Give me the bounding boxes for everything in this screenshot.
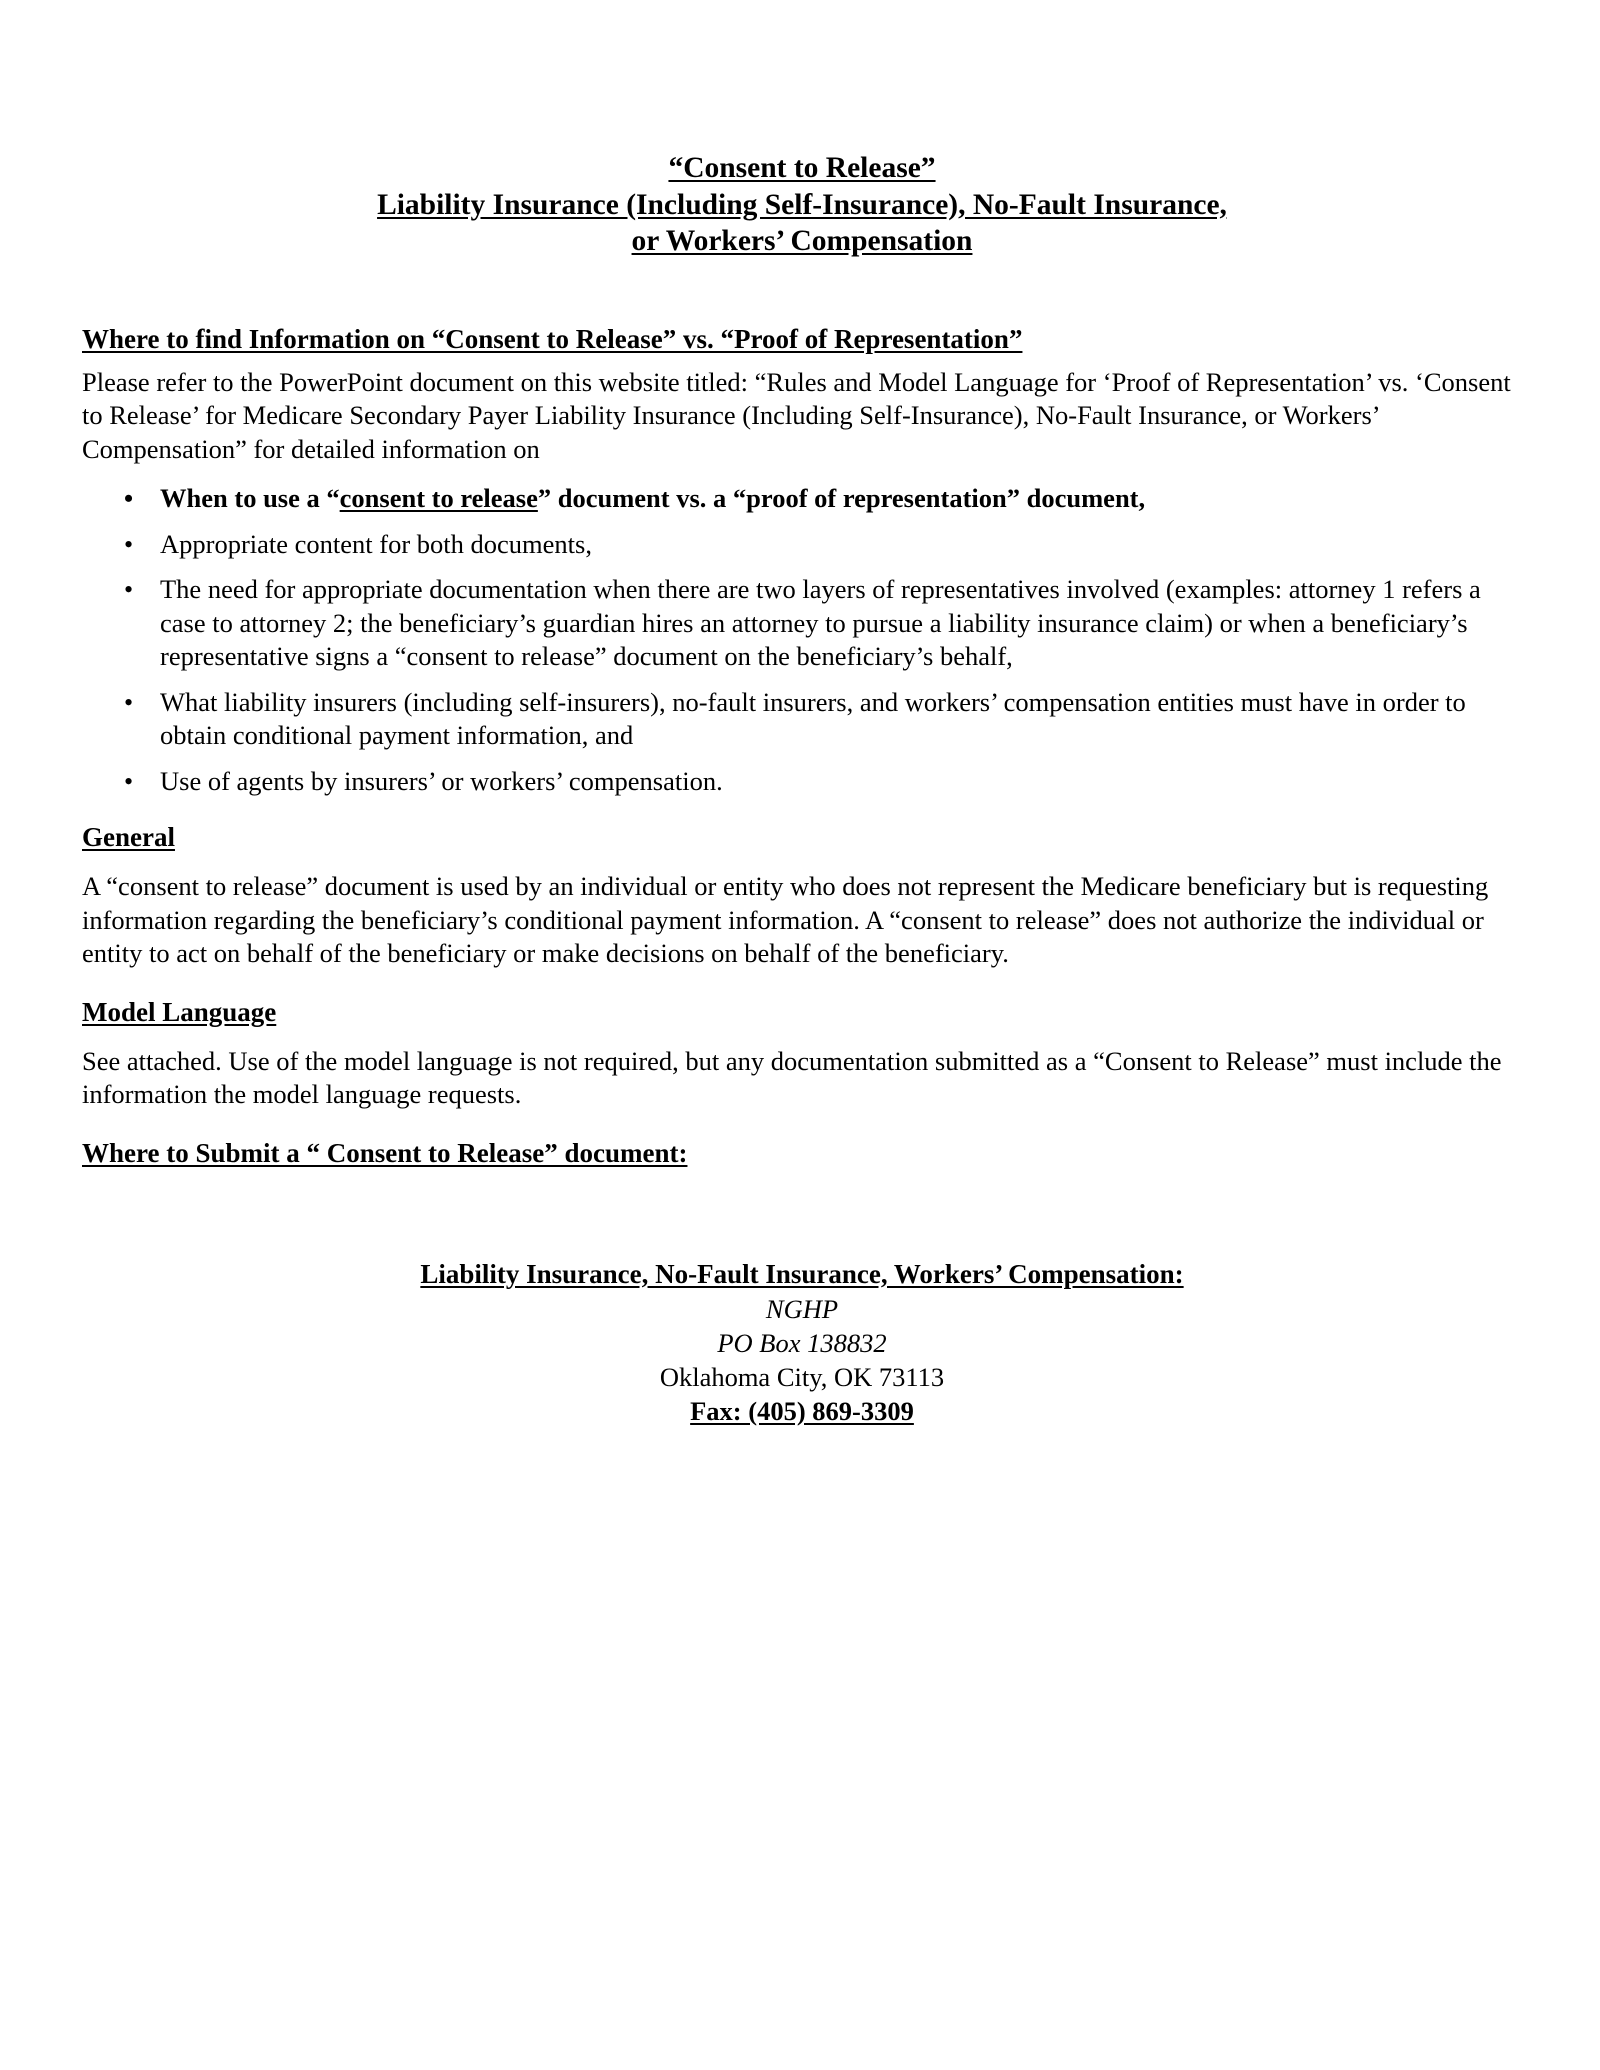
title-line-1-text: “Consent to Release” <box>668 152 936 184</box>
spacer <box>82 1170 1522 1256</box>
address-heading <box>82 1256 1522 1292</box>
spacer <box>82 854 1522 870</box>
title-line-1 <box>82 150 1522 187</box>
title-line-2-text: Liability Insurance (Including Self-Insurance), No-Fault Insurance, <box>377 188 1227 221</box>
list-item <box>82 528 1522 562</box>
paragraph-where-to-find: Please refer to the PowerPoint document on this website titled: “Rules and Model Language for ‘Proof of Representation’ vs. ‘Consent to Release’ for Medicare Secondary Payer Liability Insurance (Including Self-Insurance), No-Fault Insurance, or Workers’ Compensation” for detailed information on <box>82 366 1511 464</box>
paragraph-model-language: See attached. Use of the model language is not required, but any documentation submitted as a “Consent to Release” must include the information the model language requests. <box>82 1045 1502 1109</box>
bullet-dot-icon: • <box>124 575 134 604</box>
list-item-label <box>160 574 1481 671</box>
list-item-label <box>160 766 723 796</box>
bullet-list-where-to-find <box>82 482 1522 798</box>
list-item <box>82 765 1522 799</box>
list-item-text: Use of agents by insurers’ or workers’ compensation. <box>160 765 723 796</box>
spacer <box>82 466 1522 482</box>
address-line-org: NGHP <box>765 1293 839 1324</box>
list-item <box>82 573 1522 674</box>
address-line-fax-text: Fax: (405) 869-3309 <box>690 1395 914 1426</box>
heading-where-to-find-text: Where to find Information on “Consent to Release” vs. “Proof of Representation” <box>82 323 1023 354</box>
spacer <box>82 810 1522 820</box>
bullet-dot-icon: • <box>124 766 134 796</box>
heading-model-language-text: Model Language <box>82 996 277 1027</box>
list-item <box>82 482 1522 516</box>
title-line-3-text: or Workers’ Compensation <box>631 225 973 257</box>
spacer <box>82 260 1522 322</box>
address-line-pobox: PO Box 138832 <box>717 1327 887 1358</box>
submission-address-block <box>82 1256 1522 1428</box>
list-item <box>82 686 1522 753</box>
document-title <box>82 150 1522 260</box>
list-item-label <box>160 687 1466 751</box>
list-item-text: ” document vs. a “proof of representation” document, <box>537 483 1146 513</box>
spacer <box>82 1112 1522 1136</box>
bullet-dot-icon: • <box>124 687 134 717</box>
document-content <box>82 150 1522 1428</box>
heading-model-language <box>82 995 1522 1029</box>
heading-where-to-find <box>82 322 1522 356</box>
address-line-fax <box>82 1394 1522 1428</box>
list-item-emphasis: consent to release <box>339 483 538 513</box>
list-item-text: The need for appropriate documentation when there are two layers of representatives involved (examples: attorney 1 refers a case to attorney 2; the beneficiary’s guardian hires an attorney to pursue a liability insurance claim) or when a beneficiary’s representative signs a “consent to release” document on the beneficiary’s behalf, <box>160 574 1481 671</box>
heading-general-text: General <box>82 822 175 852</box>
spacer <box>82 356 1522 366</box>
heading-general <box>82 820 1522 854</box>
list-item-text: When to use a “ <box>160 483 340 513</box>
list-item-label <box>160 529 592 559</box>
list-item-label <box>160 483 1145 513</box>
address-heading-text: Liability Insurance, No-Fault Insurance, Workers’ Compensation: <box>420 1258 1184 1289</box>
list-item-text: What liability insurers (including self-insurers), no-fault insurers, and workers’ compensation entities must have in order to obtain conditional payment information, and <box>160 686 1466 750</box>
spacer <box>82 971 1522 995</box>
title-line-2 <box>82 187 1522 224</box>
bullet-dot-icon: • <box>124 484 134 513</box>
heading-where-to-submit-text: Where to Submit a “ Consent to Release” document: <box>82 1137 688 1168</box>
list-item-text: Appropriate content for both documents, <box>160 528 592 559</box>
paragraph-general: A “consent to release” document is used by an individual or entity who does not represent the Medicare beneficiary but is requesting information regarding the beneficiary’s conditional payment information. A “consent to release” does not authorize the individual or entity to act on behalf of the beneficiary or make decisions on behalf of the beneficiary. <box>82 871 1489 968</box>
spacer <box>82 1029 1522 1045</box>
heading-where-to-submit <box>82 1136 1522 1170</box>
bullet-dot-icon: • <box>124 529 134 559</box>
address-line-city-state-zip: Oklahoma City, OK 73113 <box>659 1361 945 1392</box>
title-line-3 <box>82 223 1522 260</box>
